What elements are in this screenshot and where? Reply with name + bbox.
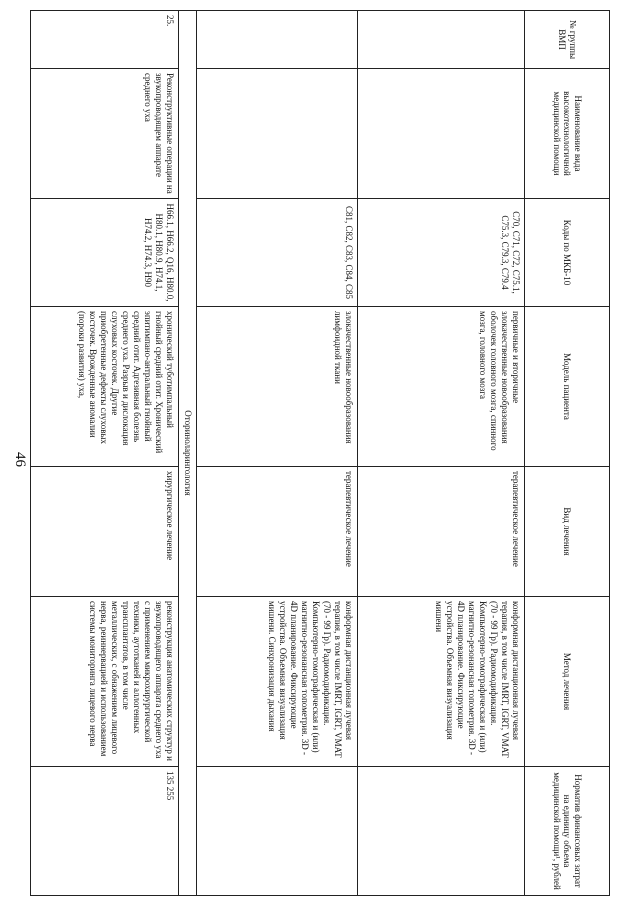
table-row bbox=[358, 11, 525, 896]
cell-treatment: хирургическое лечение bbox=[31, 467, 179, 597]
cell-cost: 135 255 bbox=[31, 767, 179, 896]
cell-cost bbox=[196, 767, 357, 896]
cell-name bbox=[358, 69, 525, 199]
header-name: Наименование вида высокотехнологичной медицинской помощи bbox=[525, 69, 610, 199]
cell-group bbox=[358, 11, 525, 69]
cell-name: Реконструктивные операции на звукопроводящем аппарате среднего уха bbox=[31, 69, 179, 199]
header-treatment: Вид лечения bbox=[525, 467, 610, 597]
cell-group bbox=[196, 11, 357, 69]
header-codes: Коды по МКБ-10 bbox=[525, 199, 610, 307]
rotated-page bbox=[30, 10, 610, 895]
header-cost: Норматив финансовых затрат на единицу объема медицинской помощи¹, рублей bbox=[525, 767, 610, 896]
cell-model: первичные и вторичные злокачественные новообразования оболочек головного мозга, спинного мозга, головного мозга bbox=[358, 307, 525, 467]
cell-codes: H66.1, H66.2, Q16, H80.0, H80.1, H80.9, H74.1, H74.2, H74.3, H90 bbox=[31, 199, 179, 307]
cell-name bbox=[196, 69, 357, 199]
cell-group: 25. bbox=[31, 11, 179, 69]
cell-model: хронический туботимпальный гнойный средний отит. Хронический эпитимпано-антральный гнойный средний отит. Адгезивная болезнь среднего уха. Разрыв и дислокация слуховых косточек. Другие приобретенные дефекты слуховых косточек. Врожденные аномалии (пороки развития) уха, bbox=[31, 307, 179, 467]
cell-method: реконструкция анатомических структур и звукопроводящего аппарата среднего уха с применением микрохирургической техники, аутотканей и аллогенных трансплантатов, в том числе металлических, с обнажением лицевого нерва, реиннервацией и использованием системы мониторинга лицевого нерва bbox=[31, 597, 179, 767]
header-method: Метод лечения bbox=[525, 597, 610, 767]
table-row bbox=[196, 11, 357, 896]
header-group: № группы ВМП bbox=[525, 11, 610, 69]
cell-treatment: терапевтическое лечение bbox=[358, 467, 525, 597]
cell-codes: C81, C82, C83, C84, C85 bbox=[196, 199, 357, 307]
section-title: Оториноларингология bbox=[178, 11, 196, 896]
table-row bbox=[31, 11, 179, 896]
cell-treatment: терапевтическое лечение bbox=[196, 467, 357, 597]
header-model: Модель пациента bbox=[525, 307, 610, 467]
table-header-row bbox=[525, 11, 610, 896]
vmp-table bbox=[30, 10, 610, 896]
cell-codes: C70, C71, C72, C75.1, C75.3, C79.3, C79.4 bbox=[358, 199, 525, 307]
cell-cost bbox=[358, 767, 525, 896]
cell-method: конформная дистанционная лучевая терапия, в том числе IMRT, IGRT, VMAT (70 - 99 Гр). Радиомодификация. Компьютерно-томографическая и (или) магнитно-резонансная топометрия. 3D - 4D планирование. Фиксирующие устройства. Объемная визуализация мишени bbox=[358, 597, 525, 767]
cell-model: злокачественные новообразования лимфоидной ткани bbox=[196, 307, 357, 467]
page-number: 46 bbox=[12, 452, 28, 467]
section-row bbox=[178, 11, 196, 896]
cell-method: конформная дистанционная лучевая терапия, в том числе IMRT, IGRT, VMAT (70 - 99 Гр). Радиомодификация. Компьютерно-томографическая и (или) магнитно-резонансная топометрия. 3D - 4D планирование. Фиксирующие устройства. Объемная визуализация мишени. Синхронизация дыхания bbox=[196, 597, 357, 767]
